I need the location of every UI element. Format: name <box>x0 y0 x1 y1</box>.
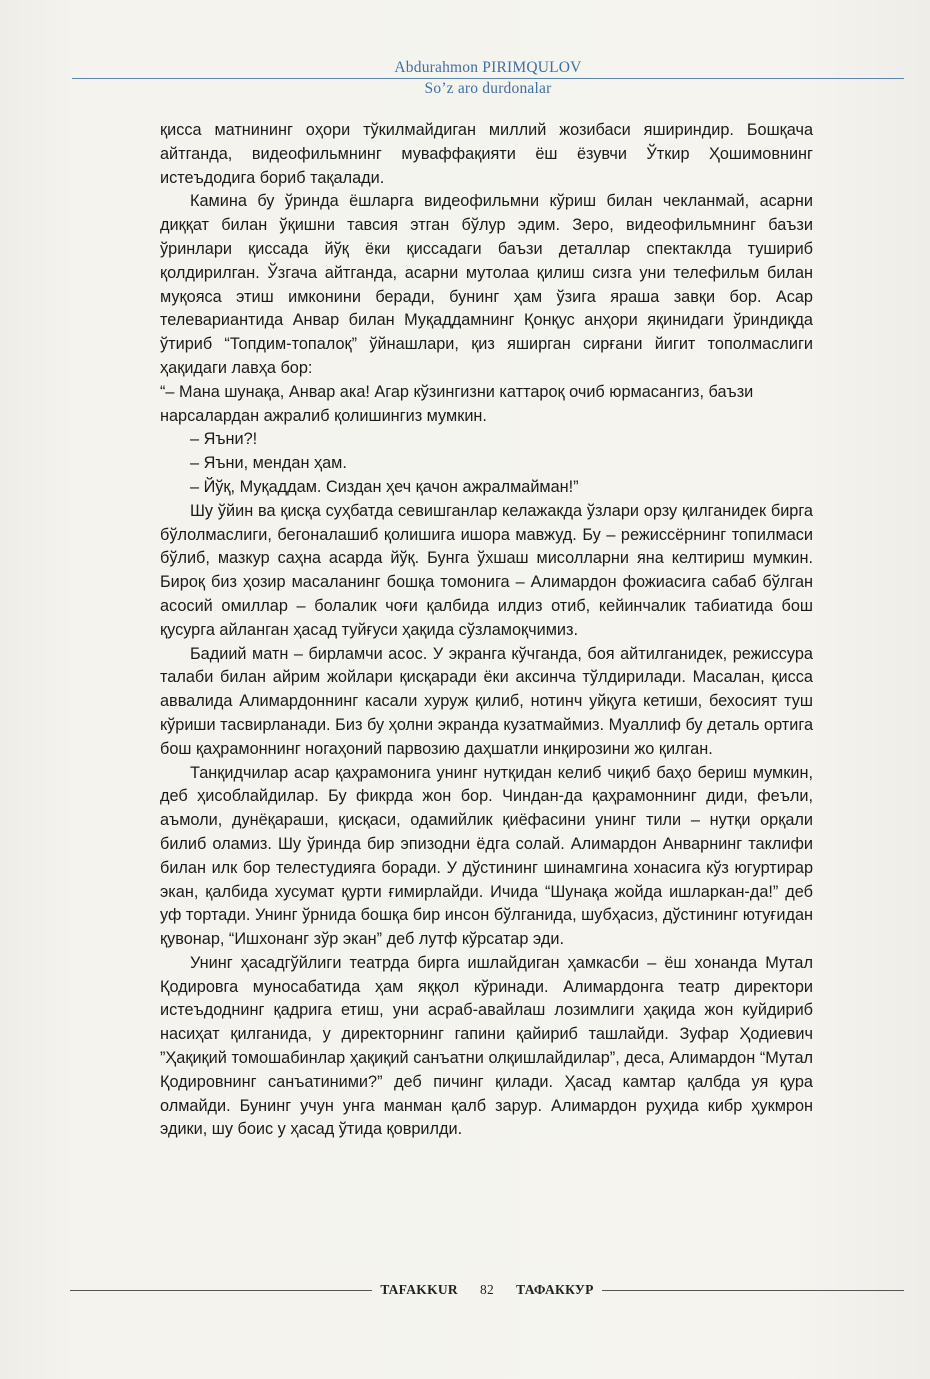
footer-rule-right <box>602 1290 904 1291</box>
dialogue-line-1: “– Мана шунақа, Анвар ака! Агар кўзингизни каттароқ очиб юрмасангиз, баъзи нарсалардан ажралиб қолишингиз мумкин. <box>160 382 754 425</box>
paragraph-1: қисса матнининг оҳори тўкилмайдиган миллий жозибаси яшириндир. Бошқача айтганда, видеофильмнинг муваффақияти ёш ёзувчи Ўткир Ҳошимовнинг истеъдодига бориб тақалади. <box>160 121 813 187</box>
main-text <box>160 119 813 1142</box>
dialogue-line-3: – Яъни, мендан ҳам. <box>190 454 347 473</box>
header-author: Abdurahmon PIRIMQULOV <box>394 59 582 76</box>
page-number: 82 <box>479 1282 495 1297</box>
paragraph-6: Унинг ҳасадгўйлиги театрда бирга ишлайдиган ҳамкасби – ёш хонанда Мутал Қодировга муносабатида ҳам яққол кўринади. Алимардонга театр директори истеъдоднинг қадрига етиш, уни асраб-авайлаш лозимлиги ҳақида жон куйдириб насиҳат қилганида, у директорнинг гапини қайириб ташлайди. Зуфар Ҳодиевич ”Ҳақиқий томошабинлар ҳақиқий санъатни олқишлайдилар”, деса, Алимардон “Мутал Қодировнинг санъатиними?” деб пичинг қилади. Ҳасад камтар қалбда уя қура олмайди. Бунинг учун унга манман қалб зарур. Алимардон руҳида кибр ҳукмрон эдики, шу боис у ҳасад ўтида қоврилди. <box>160 953 813 1139</box>
paragraph-2: Камина бу ўринда ёшларга видеофильмни кўриш билан чекланмай, асарни диққат билан ўқишни тавсия этган бўлур эдим. Зеро, видеофильмнинг баъзи ўринлари қиссада йўқ ёки қиссадаги баъзи деталлар спектаклда тушириб қолдирилган. Ўзгача айтганда, асарни мутолаа қилиш сизга уни телефильм билан муқояса этиш имконини беради, бунинг ҳам ўзига яраша завқи бор. Асар телевариантида Анвар билан Муқаддамнинг Қонқус анҳори яқинидаги ўриндиқда ўтириб “Топдим-топалоқ” ўйнашлари, қиз яширган сирғани йигит тополмаслиги ҳақидаги лавҳа бор: <box>160 192 813 377</box>
paragraph-3: Шу ўйин ва қисқа суҳбатда севишганлар келажакда ўзлари орзу қилганидек бирга бўлолмаслиги, бегоналашиб қолишига ишора мавжуд. Бу – режиссёрнинг топилмаси бўлиб, мазкур саҳна асарда йўқ. Бунга ўхшаш мисолларни яна келтириш мумкин. Бироқ биз ҳозир масаланинг бошқа томонига – Алимардон фожиасига сабаб бўлган асосий омиллар – болалик чоғи қалбида илдиз отиб, кейинчалик табиатида бош қусурга айланган ҳасад туйғуси ҳақида сўзламоқчимиз. <box>160 501 813 639</box>
paragraph-5: Танқидчилар асар қаҳрамонига унинг нутқидан келиб чиқиб баҳо бериш мумкин, деб ҳисоблайдилар. Бу фикрда жон бор. Чиндан-да қаҳрамоннинг диди, феъли, аъмоли, дунёқараши, қисқаси, одамийлик қиёфасини унинг тили – нутқи орқали билиб оламиз. Шу ўринда бир эпизодни ёдга солай. Алимардон Анварнинг таклифи билан илк бор телестудияга боради. У дўстининг шинамгина хонасига кўз югуртирар экан, қалбида хусумат қурти ғимирлайди. Ичида “Шунақа жойда ишларкан-да!” деб уф тортади. Унинг ўрнида бошқа бир инсон бўлганида, шубҳасиз, дўстининг ютуғидан қувонар, “Ишхонанг зўр экан” деб лутф кўрсатар эди. <box>160 763 813 949</box>
running-header <box>72 58 904 98</box>
footer-rule-left <box>70 1290 372 1291</box>
footer-journal-cyrillic: ТАФАККУР <box>516 1282 594 1297</box>
page-footer <box>70 1279 904 1301</box>
dialogue-line-2: – Яъни?! <box>190 430 258 449</box>
footer-journal-latin: TAFAKKUR <box>380 1282 458 1297</box>
dialogue-line-4: – Йўқ, Муқаддам. Сиздан ҳеч қачон ажралмайман!” <box>190 477 579 496</box>
paragraph-4: Бадиий матн – бирламчи асос. У экранга кўчганда, боя айтилганидек, режиссура талаби билан айрим жойлари қисқаради ёки аксинча тўлдирилади. Масалан, қисса аввалида Алимардоннинг касали хуруж қилиб, нотинч уйқуга кетиши, бехосият туш кўриши тасвирланади. Биз бу ҳолни экранда кузатмаймиз. Муаллиф бу деталь ортига бош қаҳрамоннинг ногаҳоний парвозию даҳшатли инқирозини жо қилган. <box>160 644 813 758</box>
header-book-title: So’z aro durdonalar <box>424 80 552 97</box>
